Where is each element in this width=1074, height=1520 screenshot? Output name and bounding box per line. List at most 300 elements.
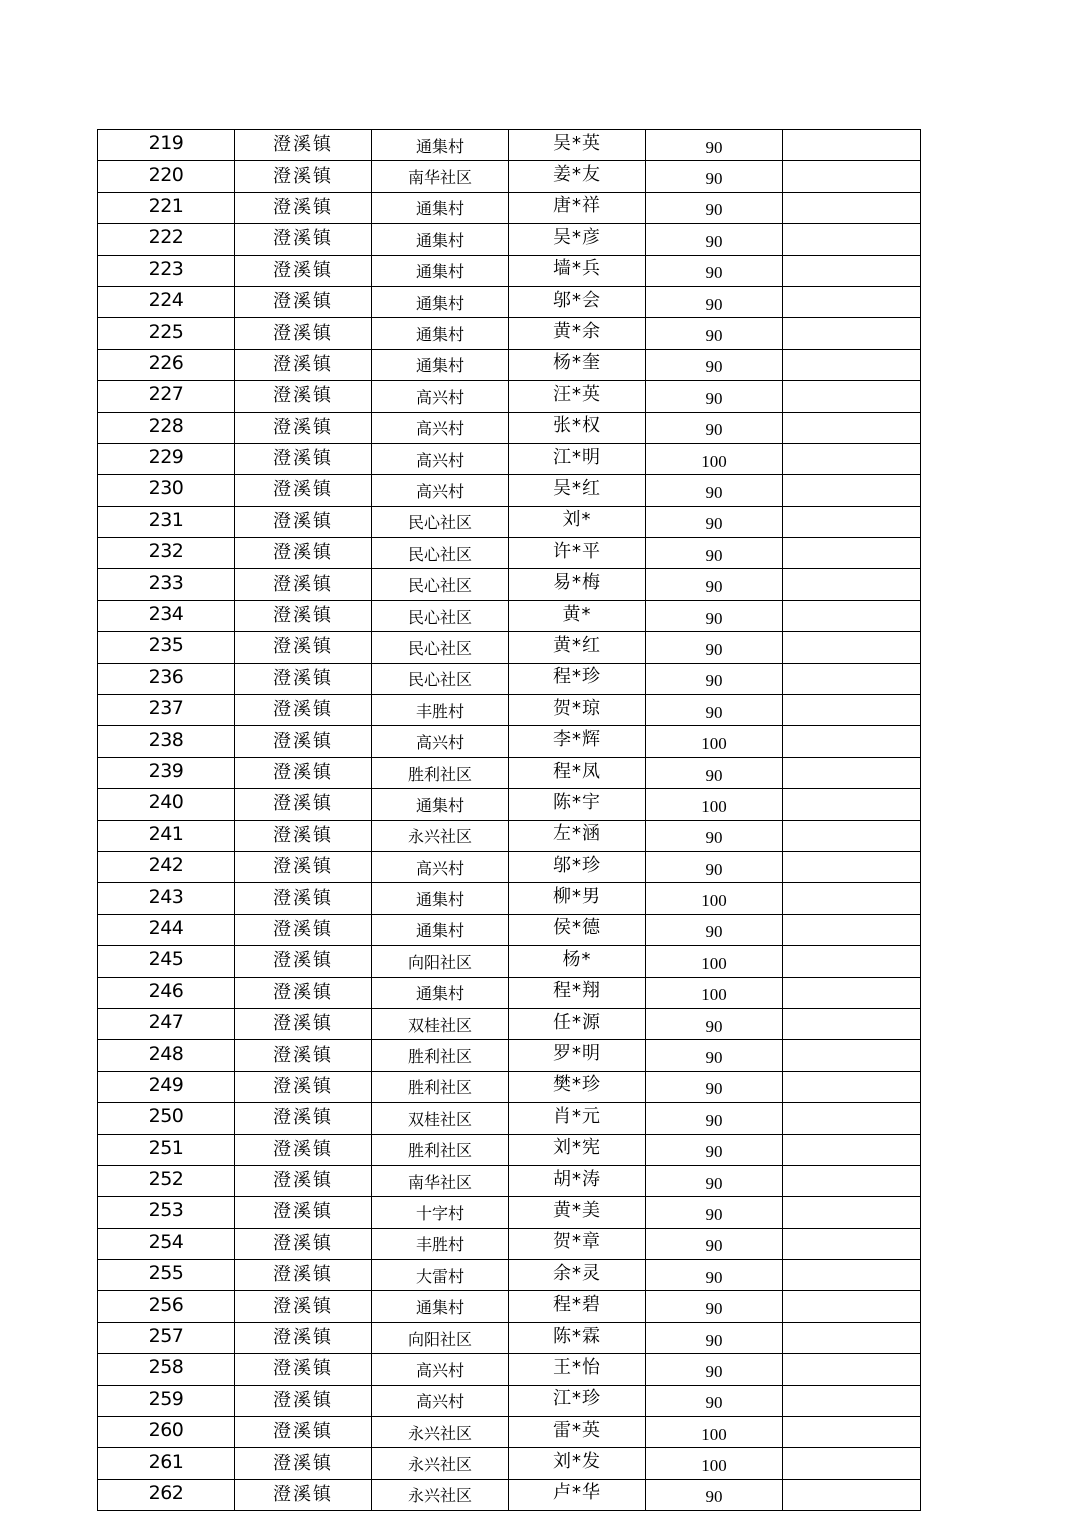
village-cell: 高兴村 — [372, 443, 509, 474]
note-cell — [783, 1354, 921, 1385]
amount-cell: 90 — [646, 475, 783, 506]
amount-cell: 100 — [646, 946, 783, 977]
amount-cell: 90 — [646, 1103, 783, 1134]
name-cell: 张*权 — [509, 412, 646, 443]
note-cell — [783, 349, 921, 380]
row-number: 236 — [98, 663, 235, 694]
town-cell: 澄溪镇 — [235, 349, 372, 380]
note-cell — [783, 1479, 921, 1510]
amount-cell: 90 — [646, 381, 783, 412]
village-cell: 大雷村 — [372, 1260, 509, 1291]
amount-cell: 90 — [646, 1071, 783, 1102]
table-row — [98, 443, 921, 474]
row-number: 237 — [98, 695, 235, 726]
village-cell: 民心社区 — [372, 569, 509, 600]
note-cell — [783, 192, 921, 223]
town-cell: 澄溪镇 — [235, 946, 372, 977]
row-number: 225 — [98, 318, 235, 349]
note-cell — [783, 506, 921, 537]
table-row — [98, 475, 921, 506]
village-cell: 双桂社区 — [372, 1103, 509, 1134]
town-cell: 澄溪镇 — [235, 663, 372, 694]
table-row — [98, 130, 921, 161]
row-number: 222 — [98, 224, 235, 255]
note-cell — [783, 789, 921, 820]
table-row — [98, 569, 921, 600]
village-cell: 民心社区 — [372, 538, 509, 569]
town-cell: 澄溪镇 — [235, 161, 372, 192]
village-cell: 通集村 — [372, 224, 509, 255]
amount-cell: 90 — [646, 1008, 783, 1039]
amount-cell: 90 — [646, 538, 783, 569]
name-cell: 程*碧 — [509, 1291, 646, 1322]
table-row — [98, 1385, 921, 1416]
town-cell: 澄溪镇 — [235, 726, 372, 757]
town-cell: 澄溪镇 — [235, 1165, 372, 1196]
town-cell: 澄溪镇 — [235, 1417, 372, 1448]
town-cell: 澄溪镇 — [235, 538, 372, 569]
note-cell — [783, 600, 921, 631]
village-cell: 胜利社区 — [372, 1134, 509, 1165]
name-cell: 唐*祥 — [509, 192, 646, 223]
town-cell: 澄溪镇 — [235, 632, 372, 663]
village-cell: 南华社区 — [372, 1165, 509, 1196]
name-cell: 胡*涛 — [509, 1165, 646, 1196]
row-number: 241 — [98, 820, 235, 851]
amount-cell: 90 — [646, 820, 783, 851]
amount-cell: 90 — [646, 1228, 783, 1259]
table-row — [98, 1354, 921, 1385]
town-cell: 澄溪镇 — [235, 1448, 372, 1479]
village-cell: 通集村 — [372, 318, 509, 349]
row-number: 233 — [98, 569, 235, 600]
town-cell: 澄溪镇 — [235, 192, 372, 223]
town-cell: 澄溪镇 — [235, 1040, 372, 1071]
amount-cell: 90 — [646, 851, 783, 882]
row-number: 258 — [98, 1354, 235, 1385]
row-number: 235 — [98, 632, 235, 663]
village-cell: 通集村 — [372, 286, 509, 317]
table-row — [98, 286, 921, 317]
name-cell: 刘*发 — [509, 1448, 646, 1479]
amount-cell: 100 — [646, 443, 783, 474]
amount-cell: 90 — [646, 161, 783, 192]
note-cell — [783, 443, 921, 474]
note-cell — [783, 726, 921, 757]
amount-cell: 90 — [646, 1165, 783, 1196]
name-cell: 刘* — [509, 506, 646, 537]
village-cell: 丰胜村 — [372, 1228, 509, 1259]
row-number: 232 — [98, 538, 235, 569]
amount-cell: 90 — [646, 1040, 783, 1071]
table-row — [98, 726, 921, 757]
name-cell: 黄*余 — [509, 318, 646, 349]
table-row — [98, 851, 921, 882]
row-number: 261 — [98, 1448, 235, 1479]
note-cell — [783, 161, 921, 192]
table-row — [98, 192, 921, 223]
note-cell — [783, 820, 921, 851]
table-row — [98, 1228, 921, 1259]
table-row — [98, 412, 921, 443]
note-cell — [783, 914, 921, 945]
note-cell — [783, 1040, 921, 1071]
table-row — [98, 161, 921, 192]
note-cell — [783, 381, 921, 412]
name-cell: 李*辉 — [509, 726, 646, 757]
town-cell: 澄溪镇 — [235, 224, 372, 255]
note-cell — [783, 538, 921, 569]
name-cell: 程*凤 — [509, 757, 646, 788]
row-number: 247 — [98, 1008, 235, 1039]
row-number: 249 — [98, 1071, 235, 1102]
town-cell: 澄溪镇 — [235, 1260, 372, 1291]
village-cell: 永兴社区 — [372, 1417, 509, 1448]
village-cell: 胜利社区 — [372, 757, 509, 788]
note-cell — [783, 757, 921, 788]
row-number: 248 — [98, 1040, 235, 1071]
village-cell: 向阳社区 — [372, 1322, 509, 1353]
row-number: 219 — [98, 130, 235, 161]
village-cell: 通集村 — [372, 977, 509, 1008]
village-cell: 通集村 — [372, 349, 509, 380]
town-cell: 澄溪镇 — [235, 318, 372, 349]
name-cell: 黄*美 — [509, 1197, 646, 1228]
amount-cell: 90 — [646, 757, 783, 788]
town-cell: 澄溪镇 — [235, 1103, 372, 1134]
amount-cell: 100 — [646, 1448, 783, 1479]
town-cell: 澄溪镇 — [235, 1008, 372, 1039]
name-cell: 陈*宇 — [509, 789, 646, 820]
amount-cell: 90 — [646, 1291, 783, 1322]
village-cell: 胜利社区 — [372, 1071, 509, 1102]
town-cell: 澄溪镇 — [235, 130, 372, 161]
name-cell: 贺*琼 — [509, 695, 646, 726]
note-cell — [783, 1071, 921, 1102]
note-cell — [783, 977, 921, 1008]
name-cell: 罗*明 — [509, 1040, 646, 1071]
table-row — [98, 349, 921, 380]
note-cell — [783, 1165, 921, 1196]
note-cell — [783, 412, 921, 443]
village-cell: 通集村 — [372, 130, 509, 161]
village-cell: 通集村 — [372, 1291, 509, 1322]
row-number: 259 — [98, 1385, 235, 1416]
town-cell: 澄溪镇 — [235, 914, 372, 945]
name-cell: 卢*华 — [509, 1479, 646, 1510]
amount-cell: 90 — [646, 1479, 783, 1510]
amount-cell: 90 — [646, 914, 783, 945]
name-cell: 余*灵 — [509, 1260, 646, 1291]
village-cell: 民心社区 — [372, 632, 509, 663]
town-cell: 澄溪镇 — [235, 1479, 372, 1510]
note-cell — [783, 1134, 921, 1165]
row-number: 256 — [98, 1291, 235, 1322]
table-row — [98, 914, 921, 945]
amount-cell: 90 — [646, 286, 783, 317]
village-cell: 民心社区 — [372, 506, 509, 537]
village-cell: 胜利社区 — [372, 1040, 509, 1071]
name-cell: 程*珍 — [509, 663, 646, 694]
village-cell: 永兴社区 — [372, 1479, 509, 1510]
row-number: 253 — [98, 1197, 235, 1228]
amount-cell: 100 — [646, 883, 783, 914]
row-number: 238 — [98, 726, 235, 757]
row-number: 239 — [98, 757, 235, 788]
table-row — [98, 663, 921, 694]
amount-cell: 90 — [646, 349, 783, 380]
row-number: 226 — [98, 349, 235, 380]
amount-cell: 90 — [646, 130, 783, 161]
row-number: 240 — [98, 789, 235, 820]
row-number: 245 — [98, 946, 235, 977]
table-row — [98, 1417, 921, 1448]
name-cell: 雷*英 — [509, 1417, 646, 1448]
note-cell — [783, 851, 921, 882]
name-cell: 邬*会 — [509, 286, 646, 317]
amount-cell: 90 — [646, 632, 783, 663]
amount-cell: 90 — [646, 1197, 783, 1228]
amount-cell: 90 — [646, 695, 783, 726]
note-cell — [783, 475, 921, 506]
village-cell: 通集村 — [372, 192, 509, 223]
amount-cell: 90 — [646, 569, 783, 600]
village-cell: 永兴社区 — [372, 820, 509, 851]
town-cell: 澄溪镇 — [235, 381, 372, 412]
note-cell — [783, 1322, 921, 1353]
row-number: 246 — [98, 977, 235, 1008]
table-row — [98, 1134, 921, 1165]
town-cell: 澄溪镇 — [235, 695, 372, 726]
note-cell — [783, 946, 921, 977]
village-cell: 高兴村 — [372, 381, 509, 412]
village-cell: 高兴村 — [372, 1385, 509, 1416]
town-cell: 澄溪镇 — [235, 1291, 372, 1322]
town-cell: 澄溪镇 — [235, 600, 372, 631]
table-row — [98, 632, 921, 663]
amount-cell: 90 — [646, 506, 783, 537]
town-cell: 澄溪镇 — [235, 820, 372, 851]
name-cell: 王*怡 — [509, 1354, 646, 1385]
name-cell: 侯*德 — [509, 914, 646, 945]
name-cell: 吴*英 — [509, 130, 646, 161]
amount-cell: 90 — [646, 1260, 783, 1291]
amount-cell: 100 — [646, 789, 783, 820]
town-cell: 澄溪镇 — [235, 1071, 372, 1102]
town-cell: 澄溪镇 — [235, 1197, 372, 1228]
table-row — [98, 506, 921, 537]
note-cell — [783, 1103, 921, 1134]
town-cell: 澄溪镇 — [235, 851, 372, 882]
row-number: 250 — [98, 1103, 235, 1134]
table-row — [98, 538, 921, 569]
row-number: 221 — [98, 192, 235, 223]
amount-cell: 100 — [646, 1417, 783, 1448]
note-cell — [783, 1197, 921, 1228]
table-body — [98, 130, 921, 1511]
row-number: 223 — [98, 255, 235, 286]
name-cell: 黄*红 — [509, 632, 646, 663]
row-number: 229 — [98, 443, 235, 474]
village-cell: 永兴社区 — [372, 1448, 509, 1479]
table-row — [98, 1322, 921, 1353]
row-number: 254 — [98, 1228, 235, 1259]
row-number: 262 — [98, 1479, 235, 1510]
table-row — [98, 1448, 921, 1479]
town-cell: 澄溪镇 — [235, 883, 372, 914]
village-cell: 通集村 — [372, 255, 509, 286]
name-cell: 许*平 — [509, 538, 646, 569]
town-cell: 澄溪镇 — [235, 412, 372, 443]
village-cell: 民心社区 — [372, 663, 509, 694]
village-cell: 高兴村 — [372, 475, 509, 506]
town-cell: 澄溪镇 — [235, 475, 372, 506]
table-row — [98, 1103, 921, 1134]
name-cell: 吴*红 — [509, 475, 646, 506]
subsidy-table — [97, 129, 921, 1511]
row-number: 242 — [98, 851, 235, 882]
town-cell: 澄溪镇 — [235, 1228, 372, 1259]
note-cell — [783, 1417, 921, 1448]
table-row — [98, 1008, 921, 1039]
town-cell: 澄溪镇 — [235, 443, 372, 474]
village-cell: 丰胜村 — [372, 695, 509, 726]
name-cell: 左*涵 — [509, 820, 646, 851]
row-number: 251 — [98, 1134, 235, 1165]
note-cell — [783, 1448, 921, 1479]
table-row — [98, 1165, 921, 1196]
name-cell: 刘*宪 — [509, 1134, 646, 1165]
table-row — [98, 1040, 921, 1071]
table-row — [98, 789, 921, 820]
table-row — [98, 1071, 921, 1102]
name-cell: 墙*兵 — [509, 255, 646, 286]
table-row — [98, 946, 921, 977]
name-cell: 肖*元 — [509, 1103, 646, 1134]
amount-cell: 90 — [646, 255, 783, 286]
table-row — [98, 757, 921, 788]
row-number: 255 — [98, 1260, 235, 1291]
town-cell: 澄溪镇 — [235, 286, 372, 317]
name-cell: 汪*英 — [509, 381, 646, 412]
amount-cell: 90 — [646, 600, 783, 631]
note-cell — [783, 318, 921, 349]
row-number: 224 — [98, 286, 235, 317]
note-cell — [783, 130, 921, 161]
village-cell: 高兴村 — [372, 851, 509, 882]
name-cell: 邬*珍 — [509, 851, 646, 882]
name-cell: 吴*彦 — [509, 224, 646, 255]
amount-cell: 90 — [646, 192, 783, 223]
note-cell — [783, 632, 921, 663]
note-cell — [783, 663, 921, 694]
note-cell — [783, 1008, 921, 1039]
village-cell: 通集村 — [372, 883, 509, 914]
row-number: 220 — [98, 161, 235, 192]
note-cell — [783, 1228, 921, 1259]
name-cell: 江*明 — [509, 443, 646, 474]
village-cell: 双桂社区 — [372, 1008, 509, 1039]
village-cell: 高兴村 — [372, 1354, 509, 1385]
village-cell: 高兴村 — [372, 412, 509, 443]
town-cell: 澄溪镇 — [235, 1322, 372, 1353]
amount-cell: 90 — [646, 318, 783, 349]
name-cell: 任*源 — [509, 1008, 646, 1039]
table-row — [98, 977, 921, 1008]
row-number: 234 — [98, 600, 235, 631]
name-cell: 程*翔 — [509, 977, 646, 1008]
town-cell: 澄溪镇 — [235, 255, 372, 286]
village-cell: 高兴村 — [372, 726, 509, 757]
name-cell: 杨*奎 — [509, 349, 646, 380]
row-number: 252 — [98, 1165, 235, 1196]
note-cell — [783, 255, 921, 286]
row-number: 227 — [98, 381, 235, 412]
name-cell: 江*珍 — [509, 1385, 646, 1416]
note-cell — [783, 1385, 921, 1416]
name-cell: 樊*珍 — [509, 1071, 646, 1102]
name-cell: 姜*友 — [509, 161, 646, 192]
note-cell — [783, 1291, 921, 1322]
town-cell: 澄溪镇 — [235, 1134, 372, 1165]
amount-cell: 90 — [646, 1354, 783, 1385]
row-number: 231 — [98, 506, 235, 537]
row-number: 257 — [98, 1322, 235, 1353]
table-row — [98, 600, 921, 631]
village-cell: 通集村 — [372, 914, 509, 945]
table-row — [98, 1197, 921, 1228]
note-cell — [783, 224, 921, 255]
note-cell — [783, 883, 921, 914]
town-cell: 澄溪镇 — [235, 506, 372, 537]
note-cell — [783, 1260, 921, 1291]
table-row — [98, 381, 921, 412]
row-number: 244 — [98, 914, 235, 945]
amount-cell: 90 — [646, 1322, 783, 1353]
amount-cell: 90 — [646, 224, 783, 255]
amount-cell: 100 — [646, 726, 783, 757]
name-cell: 陈*霖 — [509, 1322, 646, 1353]
village-cell: 向阳社区 — [372, 946, 509, 977]
town-cell: 澄溪镇 — [235, 1354, 372, 1385]
town-cell: 澄溪镇 — [235, 1385, 372, 1416]
amount-cell: 90 — [646, 663, 783, 694]
name-cell: 柳*男 — [509, 883, 646, 914]
table-row — [98, 1260, 921, 1291]
name-cell: 黄* — [509, 600, 646, 631]
name-cell: 杨* — [509, 946, 646, 977]
amount-cell: 90 — [646, 412, 783, 443]
table-row — [98, 255, 921, 286]
table-row — [98, 820, 921, 851]
row-number: 260 — [98, 1417, 235, 1448]
name-cell: 贺*章 — [509, 1228, 646, 1259]
row-number: 243 — [98, 883, 235, 914]
name-cell: 易*梅 — [509, 569, 646, 600]
town-cell: 澄溪镇 — [235, 789, 372, 820]
note-cell — [783, 569, 921, 600]
note-cell — [783, 286, 921, 317]
row-number: 228 — [98, 412, 235, 443]
amount-cell: 100 — [646, 977, 783, 1008]
table-row — [98, 318, 921, 349]
table-row — [98, 1479, 921, 1510]
town-cell: 澄溪镇 — [235, 757, 372, 788]
table-row — [98, 224, 921, 255]
note-cell — [783, 695, 921, 726]
amount-cell: 90 — [646, 1134, 783, 1165]
village-cell: 南华社区 — [372, 161, 509, 192]
